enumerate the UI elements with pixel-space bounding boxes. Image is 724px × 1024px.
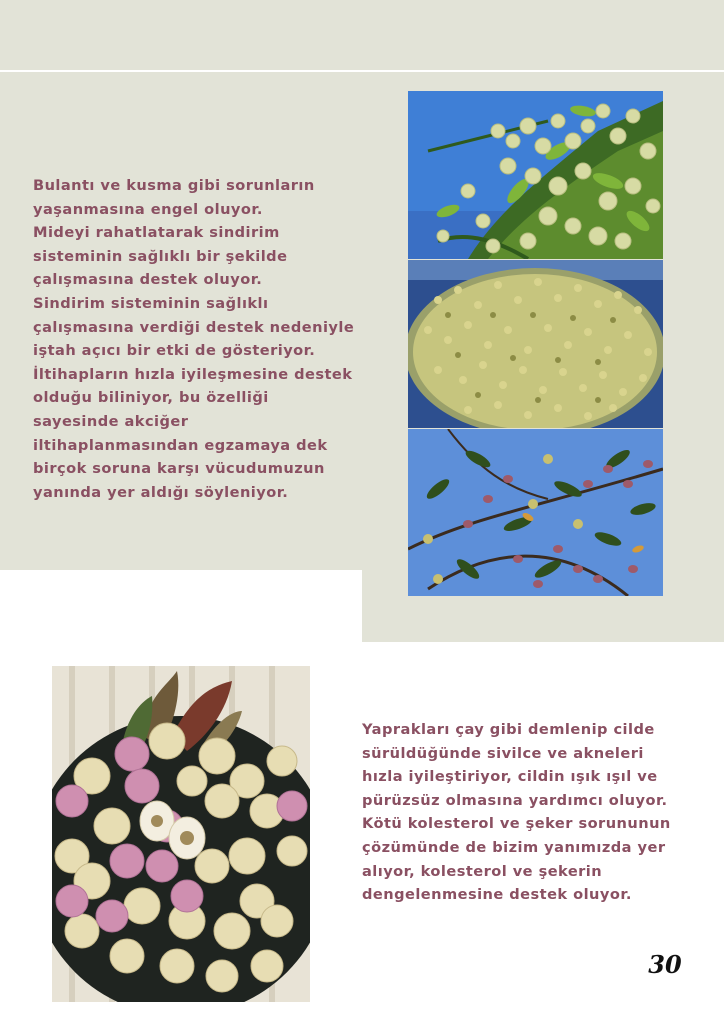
top-band [0, 0, 724, 70]
text-line: Kötü kolesterol ve şeker sorununun [362, 815, 671, 833]
text-line: Bulantı ve kusma gibi sorunların [33, 177, 315, 194]
text-line: Sindirim sisteminin sağlıklı [33, 294, 269, 312]
panel-bottom-edge [362, 642, 724, 646]
text-line: çözümünde de bizim yanımızda yer [362, 838, 666, 856]
text-line: sayesinde akciğer [33, 412, 189, 430]
text-line: sürüldüğünde sivilce ve akneleri [362, 744, 644, 762]
left-paragraph [33, 174, 373, 504]
text-line: yaşanmasına engel oluyor. [33, 200, 263, 218]
text-line: alıyor, kolesterol ve şekerin [362, 862, 603, 880]
text-line: iltihaplanmasından egzamaya dek [33, 436, 328, 454]
text-line: Mideyi rahatlatarak sindirim [33, 224, 280, 242]
text-line: dengelenmesine destek oluyor. [362, 886, 632, 904]
text-line: İltihapların hızla iyileşmesine destek [33, 365, 353, 383]
page-number: 30 [648, 950, 682, 979]
text-line: olduğu biliniyor, bu özelliği [33, 389, 269, 407]
text-line: hızla iyileştiriyor, cildin ışık ışıl ve [362, 768, 658, 786]
photo-fruits-on-branch-sky [408, 91, 663, 259]
text-line: pürüzsüz olmasına yardımcı oluyor. [362, 791, 668, 809]
photo-fruit-plate-with-leaves [52, 666, 310, 1002]
panel-cutout [0, 570, 362, 650]
text-line: yanında yer aldığı söyleniyor. [33, 483, 289, 501]
text-line: çalışmasına destek oluyor. [33, 271, 263, 289]
text-line: sisteminin sağlıklı bir şekilde [33, 247, 288, 265]
text-line: iştah açıcı bir etki de gösteriyor. [33, 342, 316, 360]
text-line: çalışmasına verdiği destek nedeniyle [33, 318, 355, 336]
photo-harvested-berries-tray [408, 260, 663, 428]
text-line: birçok soruna karşı vücudumuzun [33, 460, 325, 478]
text-line: Yaprakları çay gibi demlenip cilde [362, 721, 655, 738]
photo-ripening-berries-branch [408, 429, 663, 596]
right-paragraph [362, 718, 712, 907]
